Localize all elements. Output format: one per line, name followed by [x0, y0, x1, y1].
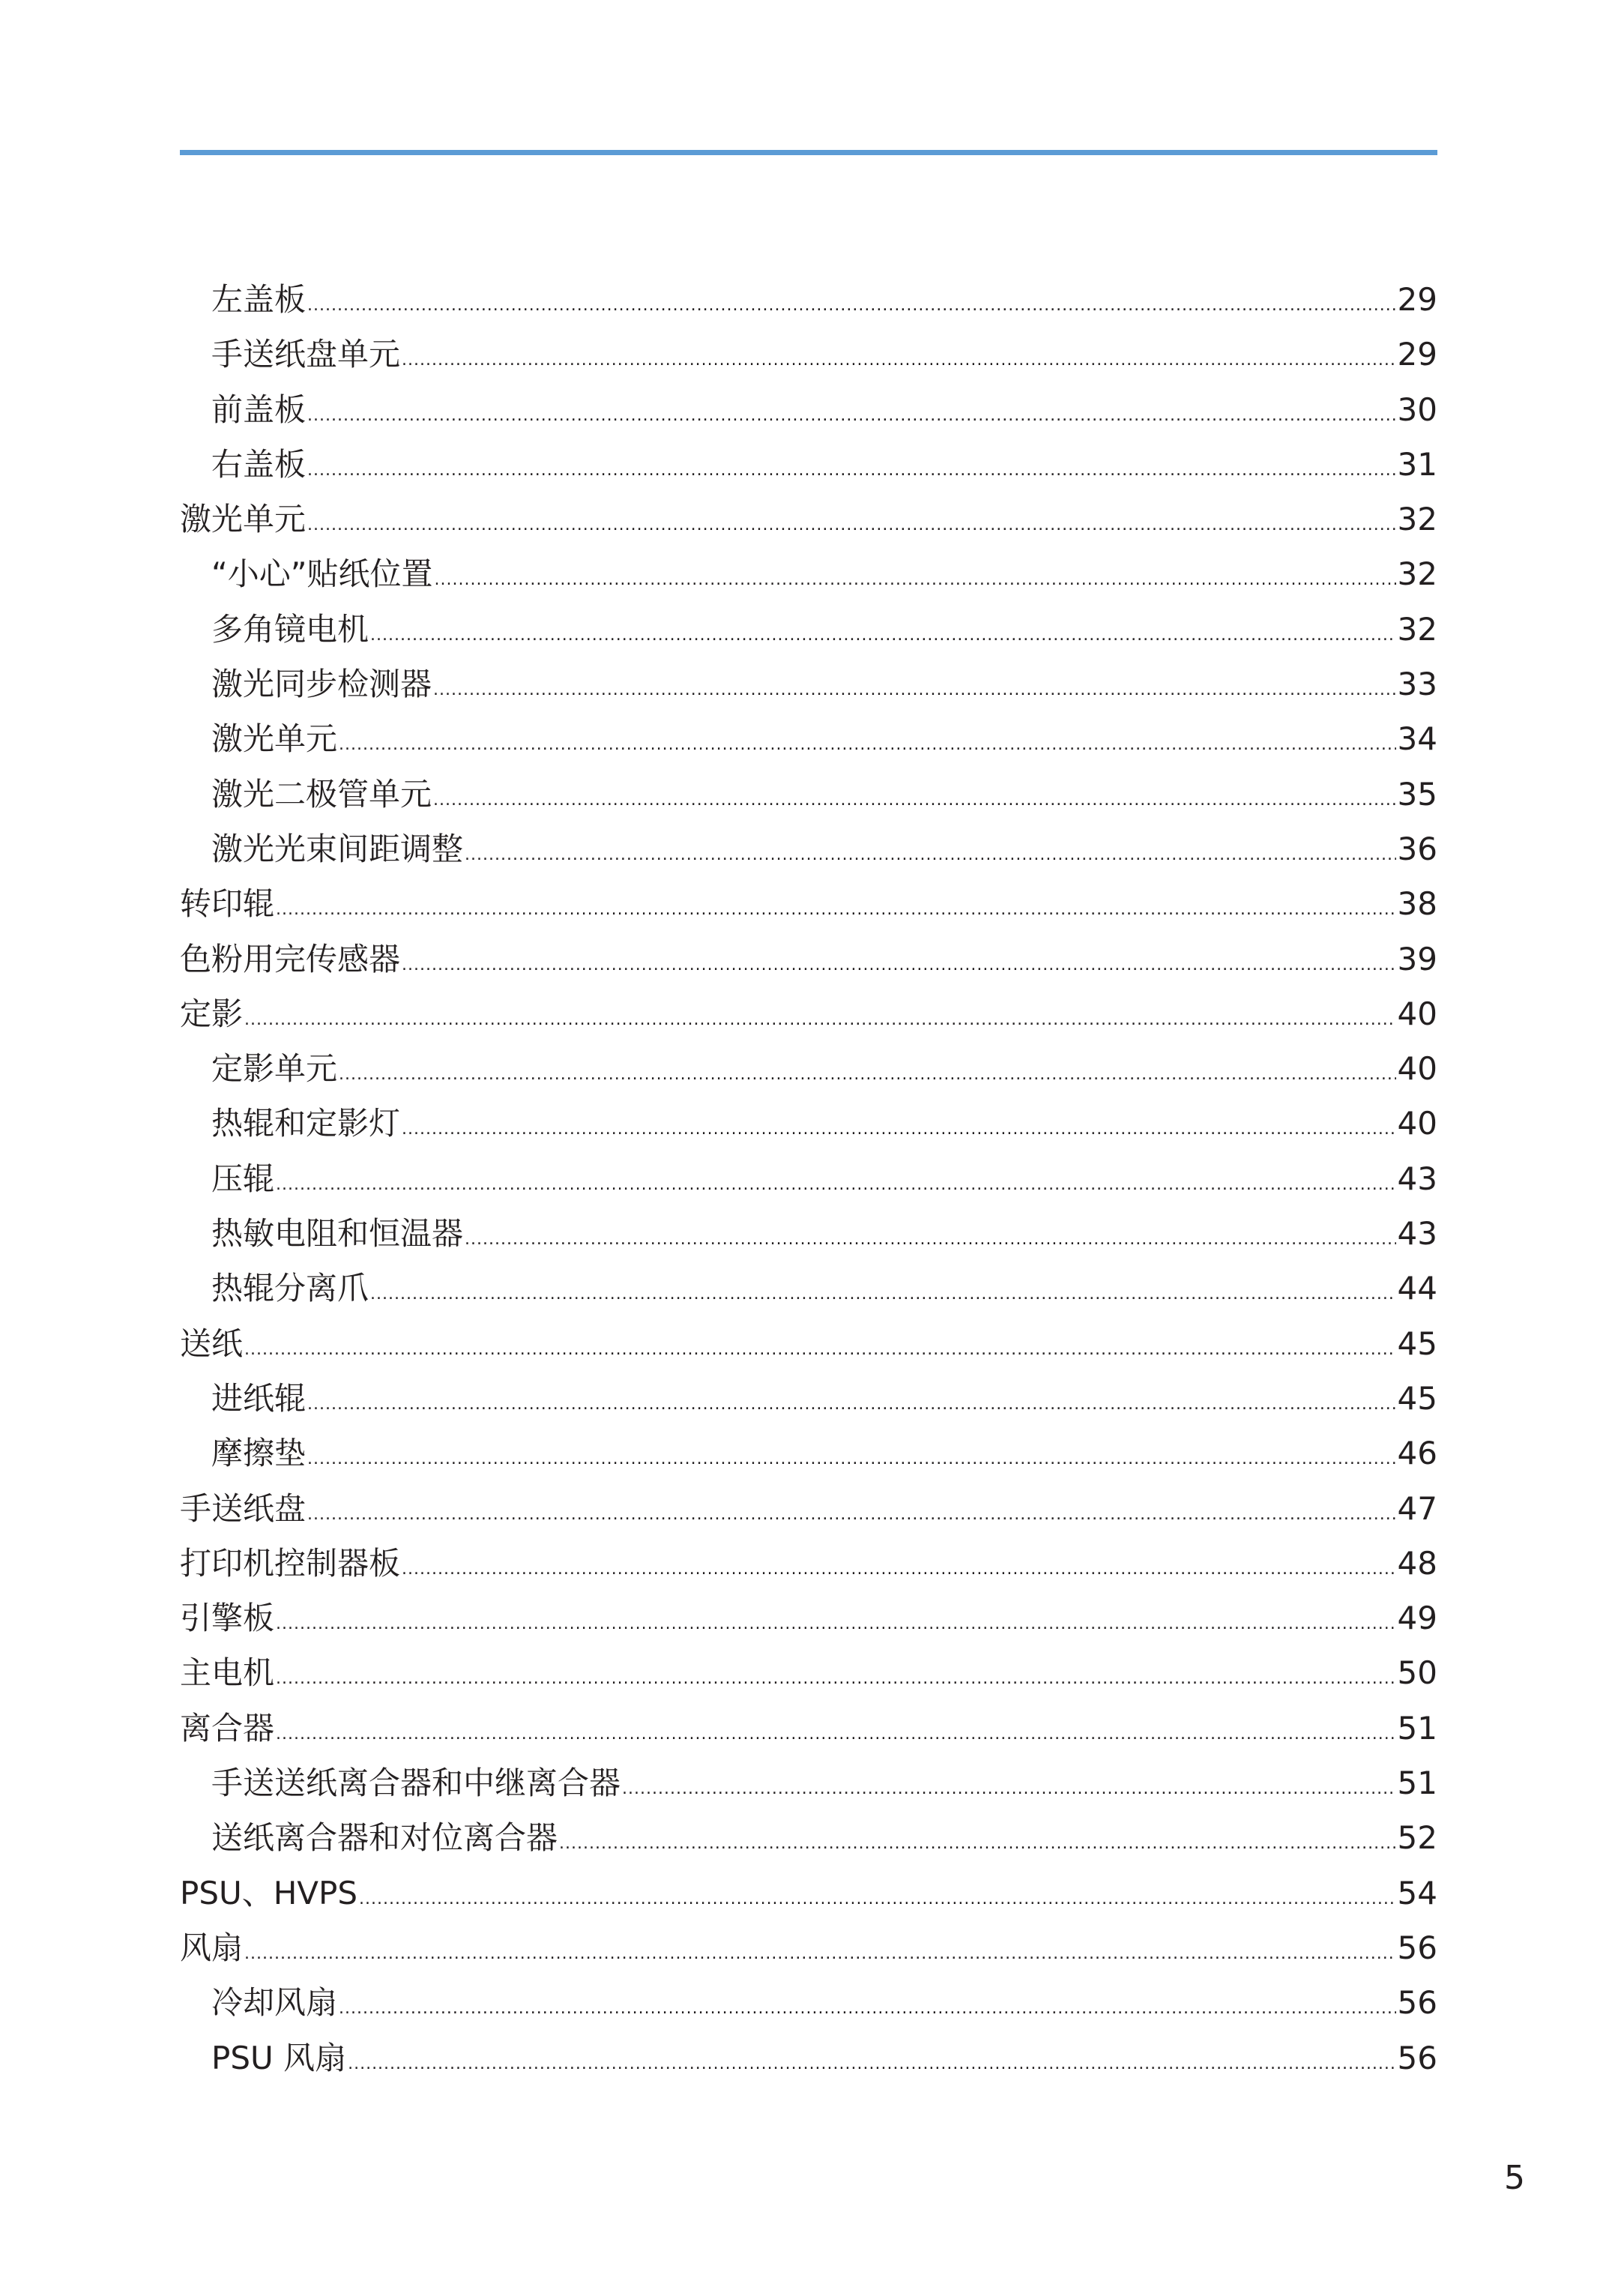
toc-leader — [244, 992, 1396, 1047]
toc-leader — [433, 663, 1396, 717]
toc-entry[interactable] — [180, 1041, 1437, 1096]
toc-entry-label: 激光二极管单元 — [211, 775, 432, 813]
toc-entry-label: 热敏电阻和恒温器 — [211, 1215, 464, 1253]
toc-leader — [307, 498, 1396, 552]
toc-entry-page: 32 — [1397, 555, 1437, 593]
toc-entry-page: 45 — [1397, 1325, 1437, 1362]
header-rule — [180, 150, 1437, 155]
toc-entry-page: 51 — [1397, 1765, 1437, 1802]
toc-entry-page: 50 — [1397, 1654, 1437, 1692]
toc-entry-label: 多角镜电机 — [211, 610, 369, 648]
toc-entry-label: 激光单元 — [211, 720, 338, 758]
toc-entry-page: 49 — [1397, 1600, 1437, 1637]
toc-entry-page: 44 — [1397, 1270, 1437, 1307]
toc-entry-page: 32 — [1397, 610, 1437, 648]
toc-entry-label: 定影单元 — [211, 1050, 338, 1088]
toc-entry-page: 33 — [1397, 666, 1437, 703]
toc-entry[interactable] — [180, 1975, 1437, 2030]
toc-leader — [465, 828, 1396, 882]
toc-entry[interactable] — [180, 382, 1437, 437]
toc-entry[interactable] — [180, 1481, 1437, 1536]
toc-entry-label: 引擎板 — [180, 1600, 275, 1637]
toc-entry-label: 送纸 — [180, 1325, 244, 1362]
toc-entry-page: 48 — [1397, 1544, 1437, 1582]
toc-entry[interactable] — [180, 602, 1437, 657]
toc-entry-label: 转印辊 — [180, 885, 275, 923]
toc-leader — [276, 1707, 1396, 1762]
toc-entry-label: 激光光束间距调整 — [211, 830, 464, 867]
toc-entry-page: 43 — [1397, 1160, 1437, 1197]
toc-leader — [433, 773, 1396, 828]
toc-entry-page: 40 — [1397, 995, 1437, 1032]
toc-entry[interactable] — [180, 1206, 1437, 1261]
toc-entry-page: 39 — [1397, 940, 1437, 977]
toc-leader — [402, 938, 1396, 992]
toc-entry-page: 38 — [1397, 885, 1437, 923]
toc-entry-label: 压辊 — [211, 1160, 275, 1197]
toc-entry-page: 46 — [1397, 1435, 1437, 1472]
toc-leader — [307, 1432, 1396, 1486]
toc-entry-label: 定影 — [180, 995, 244, 1032]
toc-entry-page: 51 — [1397, 1709, 1437, 1747]
toc-entry[interactable] — [180, 1920, 1437, 1975]
toc-entry-label: 色粉用完传感器 — [180, 940, 401, 977]
toc-entry-label: 主电机 — [180, 1654, 275, 1692]
toc-entry-page: 40 — [1397, 1050, 1437, 1088]
toc-entry[interactable] — [180, 1701, 1437, 1756]
toc-leader — [307, 278, 1396, 333]
toc-entry-page: 31 — [1397, 445, 1437, 483]
toc-entry[interactable] — [180, 272, 1437, 327]
toc-leader — [435, 552, 1396, 607]
toc-leader — [339, 1047, 1396, 1102]
toc-entry-label: 前盖板 — [211, 391, 307, 428]
toc-entry-label: 激光单元 — [180, 501, 307, 538]
toc-entry[interactable] — [180, 1316, 1437, 1371]
toc-entry-label: “小心”贴纸位置 — [211, 555, 433, 593]
toc-leader — [402, 1542, 1396, 1597]
toc-entry-page: 56 — [1397, 2039, 1437, 2076]
toc-leader — [276, 1651, 1396, 1706]
toc-leader — [359, 1872, 1396, 1926]
toc-entry[interactable] — [180, 822, 1437, 876]
toc-entry[interactable] — [180, 1645, 1437, 1700]
toc-entry-page: 32 — [1397, 501, 1437, 538]
toc-entry-page: 36 — [1397, 830, 1437, 867]
toc-entry-label: 激光同步检测器 — [211, 666, 432, 703]
table-of-contents — [180, 272, 1437, 2085]
toc-entry-label: 冷却风扇 — [211, 1984, 338, 2022]
toc-entry-page: 40 — [1397, 1105, 1437, 1142]
toc-entry[interactable] — [180, 767, 1437, 822]
toc-entry-label: 送纸离合器和对位离合器 — [211, 1819, 558, 1857]
toc-entry[interactable] — [180, 1261, 1437, 1316]
toc-leader — [244, 1322, 1396, 1377]
toc-leader — [339, 1981, 1396, 2036]
toc-leader — [276, 1597, 1396, 1651]
toc-entry-label: 左盖板 — [211, 281, 307, 318]
toc-entry-label: 热辊和定影灯 — [211, 1105, 401, 1142]
toc-entry[interactable] — [180, 1536, 1437, 1591]
toc-entry-label: 手送纸盘单元 — [211, 336, 401, 373]
toc-leader — [307, 388, 1396, 443]
toc-entry-page: 43 — [1397, 1215, 1437, 1253]
toc-leader — [348, 2037, 1395, 2091]
toc-entry-page: 52 — [1397, 1819, 1437, 1857]
toc-entry[interactable] — [180, 1426, 1437, 1480]
toc-entry-page: 54 — [1397, 1874, 1437, 1911]
toc-entry[interactable] — [180, 2031, 1437, 2085]
toc-entry[interactable] — [180, 932, 1437, 986]
toc-entry[interactable] — [180, 546, 1437, 601]
toc-entry-page: 45 — [1397, 1379, 1437, 1417]
toc-entry-label: PSU、HVPS — [180, 1874, 358, 1911]
toc-entry-label: 热辊分离爪 — [211, 1270, 369, 1307]
toc-entry[interactable] — [180, 1591, 1437, 1645]
toc-entry[interactable] — [180, 1096, 1437, 1151]
toc-leader — [276, 1157, 1396, 1212]
toc-entry[interactable] — [180, 711, 1437, 766]
page-number: 5 — [1504, 2159, 1525, 2197]
toc-entry-label: PSU 风扇 — [211, 2039, 347, 2076]
toc-entry[interactable] — [180, 1866, 1437, 1920]
toc-entry-page: 47 — [1397, 1489, 1437, 1527]
toc-leader — [622, 1762, 1396, 1816]
toc-entry-label: 手送纸盘 — [180, 1489, 307, 1527]
toc-entry-label: 打印机控制器板 — [180, 1544, 401, 1582]
toc-entry[interactable] — [180, 986, 1437, 1041]
toc-entry[interactable] — [180, 492, 1437, 546]
toc-leader — [559, 1816, 1396, 1871]
toc-entry[interactable] — [180, 1371, 1437, 1426]
toc-entry[interactable] — [180, 876, 1437, 931]
toc-entry[interactable] — [180, 437, 1437, 492]
toc-entry-page: 29 — [1397, 281, 1437, 318]
toc-entry-page: 34 — [1397, 720, 1437, 758]
toc-entry-label: 手送送纸离合器和中继离合器 — [211, 1765, 621, 1802]
toc-entry[interactable] — [180, 657, 1437, 711]
toc-entry-label: 离合器 — [180, 1709, 275, 1747]
toc-leader — [370, 608, 1396, 663]
toc-entry-page: 30 — [1397, 391, 1437, 428]
toc-entry[interactable] — [180, 1810, 1437, 1865]
toc-entry[interactable] — [180, 1151, 1437, 1206]
toc-entry-label: 右盖板 — [211, 445, 307, 483]
toc-entry-label: 进纸辊 — [211, 1379, 307, 1417]
toc-leader — [307, 1487, 1396, 1542]
toc-entry-page: 56 — [1397, 1984, 1437, 2022]
toc-entry-page: 29 — [1397, 336, 1437, 373]
toc-entry-label: 摩擦垫 — [211, 1435, 307, 1472]
toc-entry-page: 35 — [1397, 775, 1437, 813]
toc-leader — [307, 443, 1396, 498]
toc-leader — [465, 1212, 1396, 1267]
toc-leader — [339, 717, 1396, 772]
toc-leader — [307, 1377, 1396, 1432]
toc-entry-page: 56 — [1397, 1929, 1437, 1966]
toc-entry-label: 风扇 — [180, 1929, 244, 1966]
toc-entry[interactable] — [180, 327, 1437, 382]
toc-leader — [276, 882, 1396, 937]
toc-leader — [402, 1102, 1396, 1157]
toc-leader — [402, 333, 1396, 388]
toc-leader — [370, 1267, 1396, 1322]
toc-entry[interactable] — [180, 1756, 1437, 1810]
toc-leader — [244, 1926, 1396, 1981]
